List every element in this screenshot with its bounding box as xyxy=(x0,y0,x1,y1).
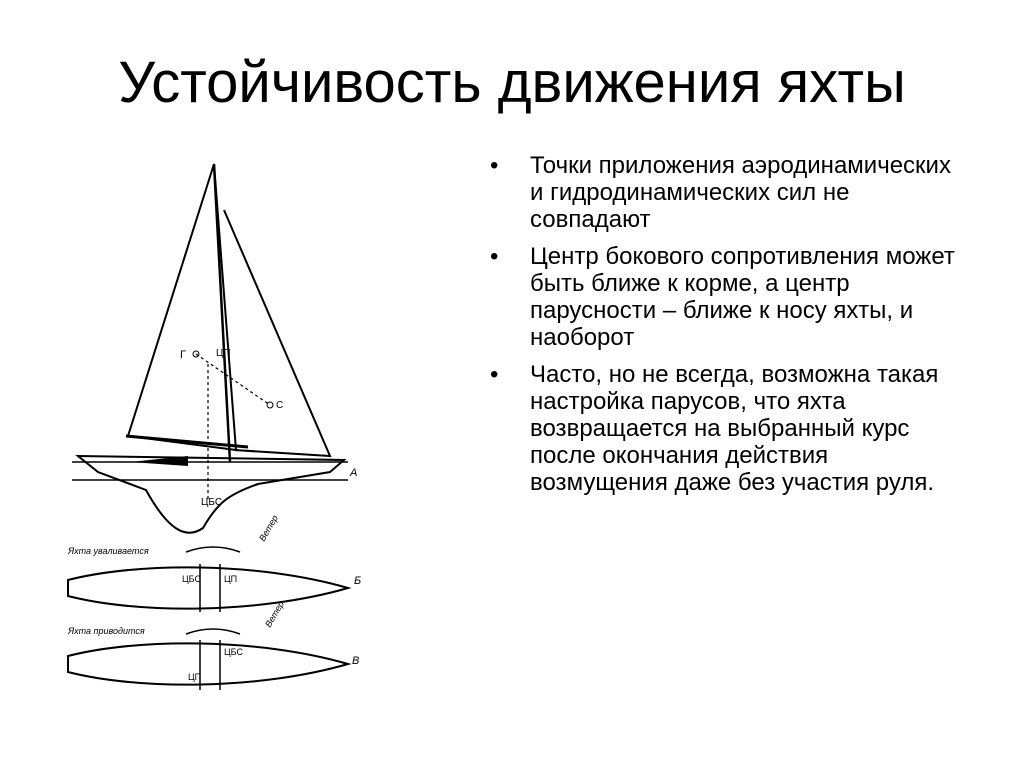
hull-top-view-1 xyxy=(68,567,348,608)
label-cp: ЦП xyxy=(188,672,202,682)
mainsail xyxy=(128,164,236,450)
bullet-marker: • xyxy=(490,361,499,388)
label-cp: ЦП xyxy=(224,574,238,584)
bullet-marker: • xyxy=(490,152,499,179)
label-g: Г xyxy=(180,349,186,361)
bullet-text: Центр бокового сопротивления может быть ближе к корме, а центр парусности – ближе к носу яхты, и наоборот xyxy=(530,243,955,351)
label-a: А xyxy=(350,467,358,479)
bullet-list xyxy=(488,152,968,506)
bullet-item xyxy=(488,152,968,233)
label-v: В xyxy=(352,655,360,667)
hull-top-view-2 xyxy=(68,643,348,684)
label-c: С xyxy=(276,400,284,411)
label-b: Б xyxy=(354,575,362,587)
caption-heading-up: Яхта приводится xyxy=(68,626,145,636)
wind-label: Ветер xyxy=(257,513,280,543)
label-cbs: ЦБС xyxy=(224,647,243,657)
hull xyxy=(78,456,344,533)
slide-title: Устойчивость движения яхты xyxy=(118,50,906,115)
bullet-text: Точки приложения аэродинамических и гидродинамических сил не совпадают xyxy=(530,152,951,233)
label-cbs: ЦБС xyxy=(182,574,201,584)
bullet-marker: • xyxy=(490,243,499,270)
wind-label: Ветер xyxy=(263,599,286,629)
bullet-item xyxy=(488,243,968,351)
label-cp: ЦП xyxy=(216,348,231,359)
label-cbs: ЦБС xyxy=(201,497,223,508)
bullet-item xyxy=(488,361,968,496)
caption-bearing-away: Яхта уваливается xyxy=(68,546,149,556)
bullet-text: Часто, но не всегда, возможна такая настройка парусов, что яхта возвращается на выбранный курс после окончания действия возмущения даже без участия руля. xyxy=(530,361,939,496)
jib xyxy=(224,210,330,456)
yacht-stability-diagram xyxy=(58,150,390,710)
mast xyxy=(214,164,230,462)
